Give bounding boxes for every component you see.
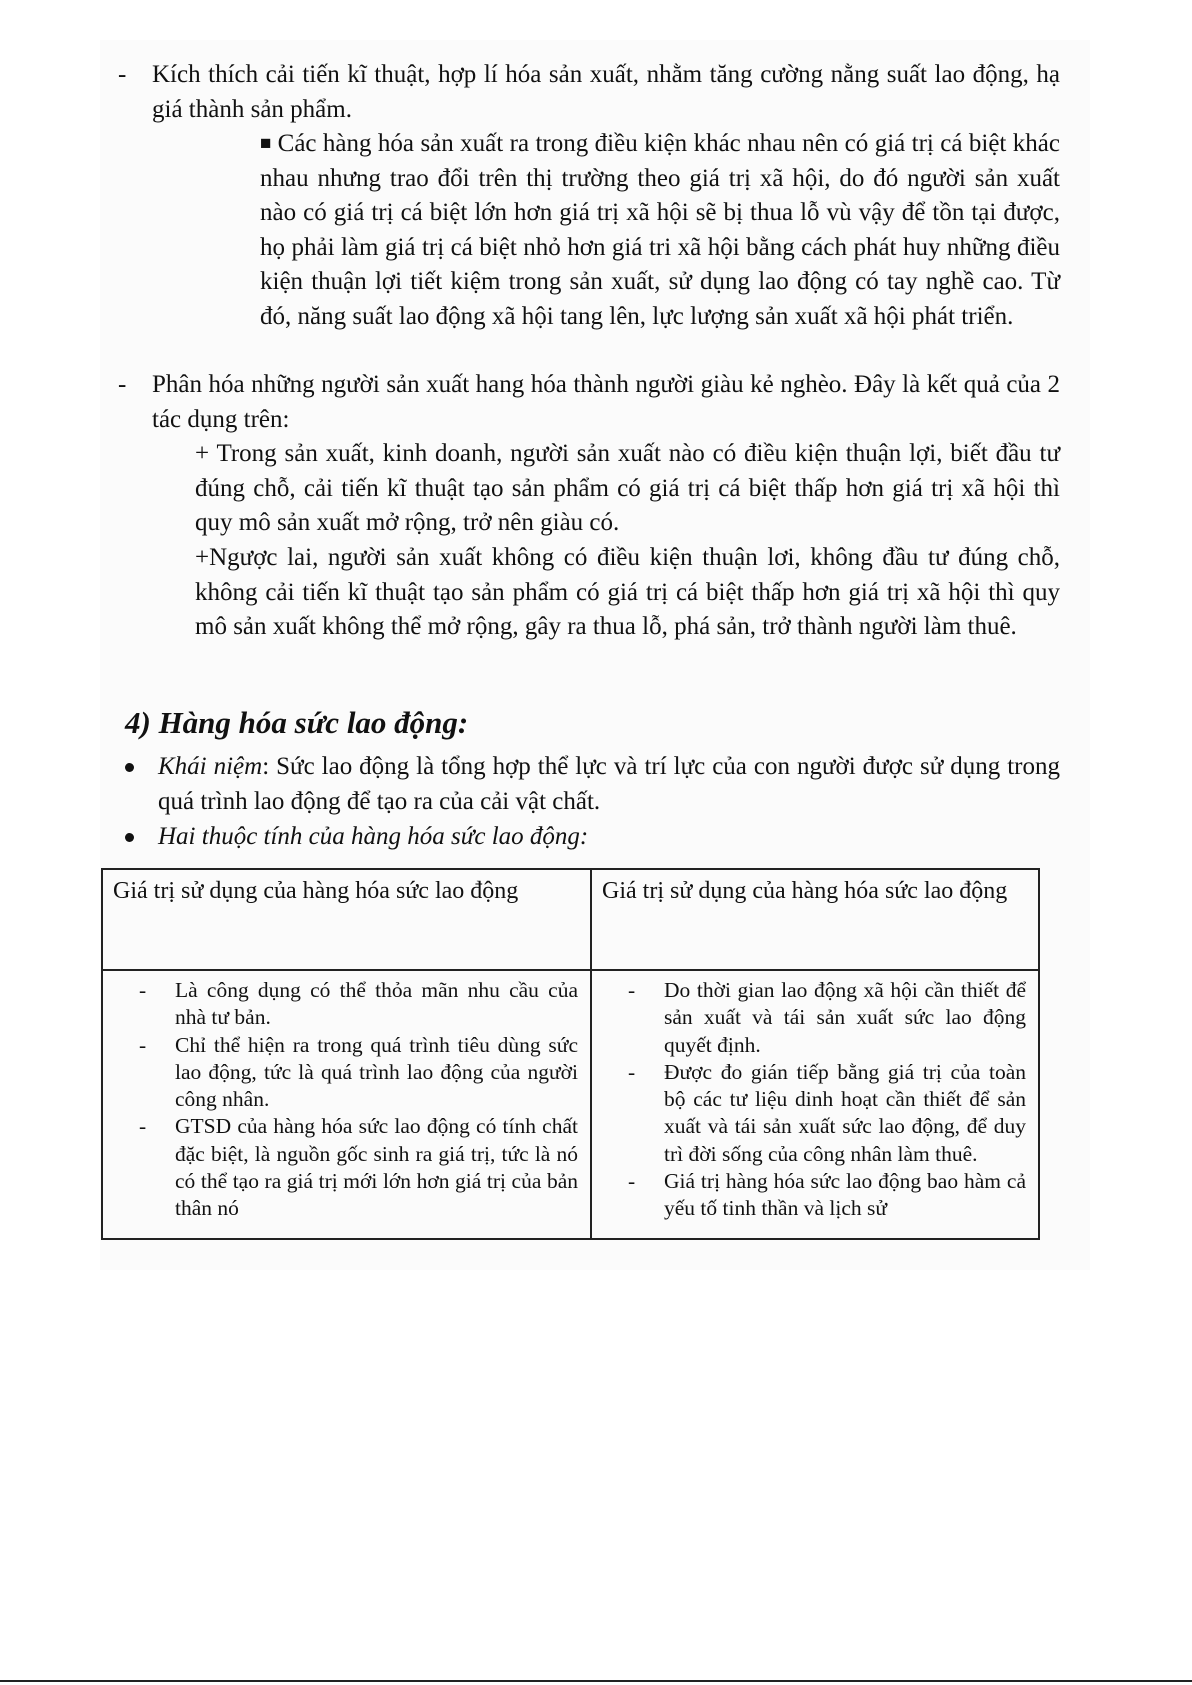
plus-paragraph-poor: +Ngược lai, người sản xuất không có điều kiện thuận lơi, không đầu tư đúng chỗ, không cải tiến kĩ thuật tạo sản phẩm có giá trị cá biệt thấp hơn giá trị xã hội thì quy mô sản xuất không thể mở rộng, gây ra thua lỗ, phá sản, trở thành người làm thuê. — [195, 544, 1060, 640]
dash-marker: - — [118, 61, 127, 88]
table-header-left: Giá trị sử dụng của hàng hóa sức lao động — [102, 869, 591, 970]
concept-label: Khái niệm — [158, 753, 263, 780]
concept-text: : Sức lao động là tổng hợp thể lực và trí lực của con người được sử dụng trong quá trình lao động để tạo ra của cải vật chất. — [158, 753, 1060, 815]
attributes-table — [101, 868, 1040, 1240]
plus-paragraph-rich: + Trong sản xuất, kinh doanh, người sản xuất nào có điều kiện thuận lợi, biết đầu tư đúng chỗ, cải tiến kĩ thuật tạo sản phẩm có giá trị cá biệt thấp hơn giá trị xã hội thì quy mô sản xuất mở rộng, trở nên giàu có. — [195, 440, 1060, 536]
paragraph-differentiation: Phân hóa những người sản xuất hang hóa thành người giàu kẻ nghèo. Đây là kết quả của 2 tác dụng trên: — [152, 371, 1060, 433]
page-bottom-rule — [0, 1680, 1192, 1682]
table-header-row — [102, 869, 1039, 970]
bullet-dot-icon — [125, 763, 134, 772]
section-heading: 4) Hàng hóa sức lao động: — [125, 705, 469, 740]
list-item: - Chỉ thể hiện ra trong quá trình tiêu dùng sức lao động, tức là quá trình lao động của người công nhân. — [139, 1032, 578, 1112]
list-item: - Được đo gián tiếp bằng giá trị của toàn bộ các tư liệu dinh hoạt cần thiết để sản xuất và tái sản xuất sức lao động, để duy trì đời sống của công nhân làm thuê. — [628, 1059, 1026, 1166]
list-item: - Là công dụng có thể thỏa mãn nhu cầu của nhà tư bản. — [139, 978, 578, 1030]
bullet-dot-icon — [125, 833, 134, 842]
square-bullet-paragraph — [260, 127, 1060, 334]
dash-marker: - — [118, 371, 127, 398]
list-item: - GTSD của hàng hóa sức lao động có tính chất đặc biệt, là nguồn gốc sinh ra giá trị, tức là nó có thể tạo ra giá trị mới lớn hơn giá trị của bản thân nó — [139, 1114, 578, 1221]
list-item: - Giá trị hàng hóa sức lao động bao hàm cả yếu tố tinh thần và lịch sử — [628, 1169, 1026, 1221]
list-item: - Do thời gian lao động xã hội cần thiết để sản xuất và tái sản xuất sức lao động quyết định. — [628, 978, 1026, 1057]
paragraph-technical-improvement: Kích thích cải tiến kĩ thuật, hợp lí hóa sản xuất, nhằm tăng cường nằng suất lao động, hạ giá thành sản phẩm. — [152, 61, 1060, 123]
table-cell-left — [102, 970, 591, 1239]
table-row — [102, 970, 1039, 1239]
square-bullet-text: Các hàng hóa sản xuất ra trong điều kiện khác nhau nên có giá trị cá biệt khác nhau nhưng trao đổi trên thị trường theo giá trị xã hội, do đó người sản xuất nào có giá trị cá biệt lớn hơn giá trị xã hội sẽ bị thua lỗ vù vậy để tồn tại được, họ phải làm giá trị cá biệt nhỏ hơn giá tri xã hội bằng cách phát huy những điều kiện thuận lợi tiết kiệm trong sản xuất, sử dụng lao động có tay nghề cao. Từ đó, năng suất lao động xã hội tang lên, lực lượng sản xuất xã hội phát triển. — [260, 130, 1060, 330]
table-header-right: Giá trị sử dụng của hàng hóa sức lao động — [591, 869, 1039, 970]
table-cell-right — [591, 970, 1039, 1239]
attributes-label: Hai thuộc tính của hàng hóa sức lao động: — [158, 823, 589, 850]
square-bullet-icon: ■ — [260, 133, 272, 154]
concept-paragraph — [158, 750, 1060, 819]
